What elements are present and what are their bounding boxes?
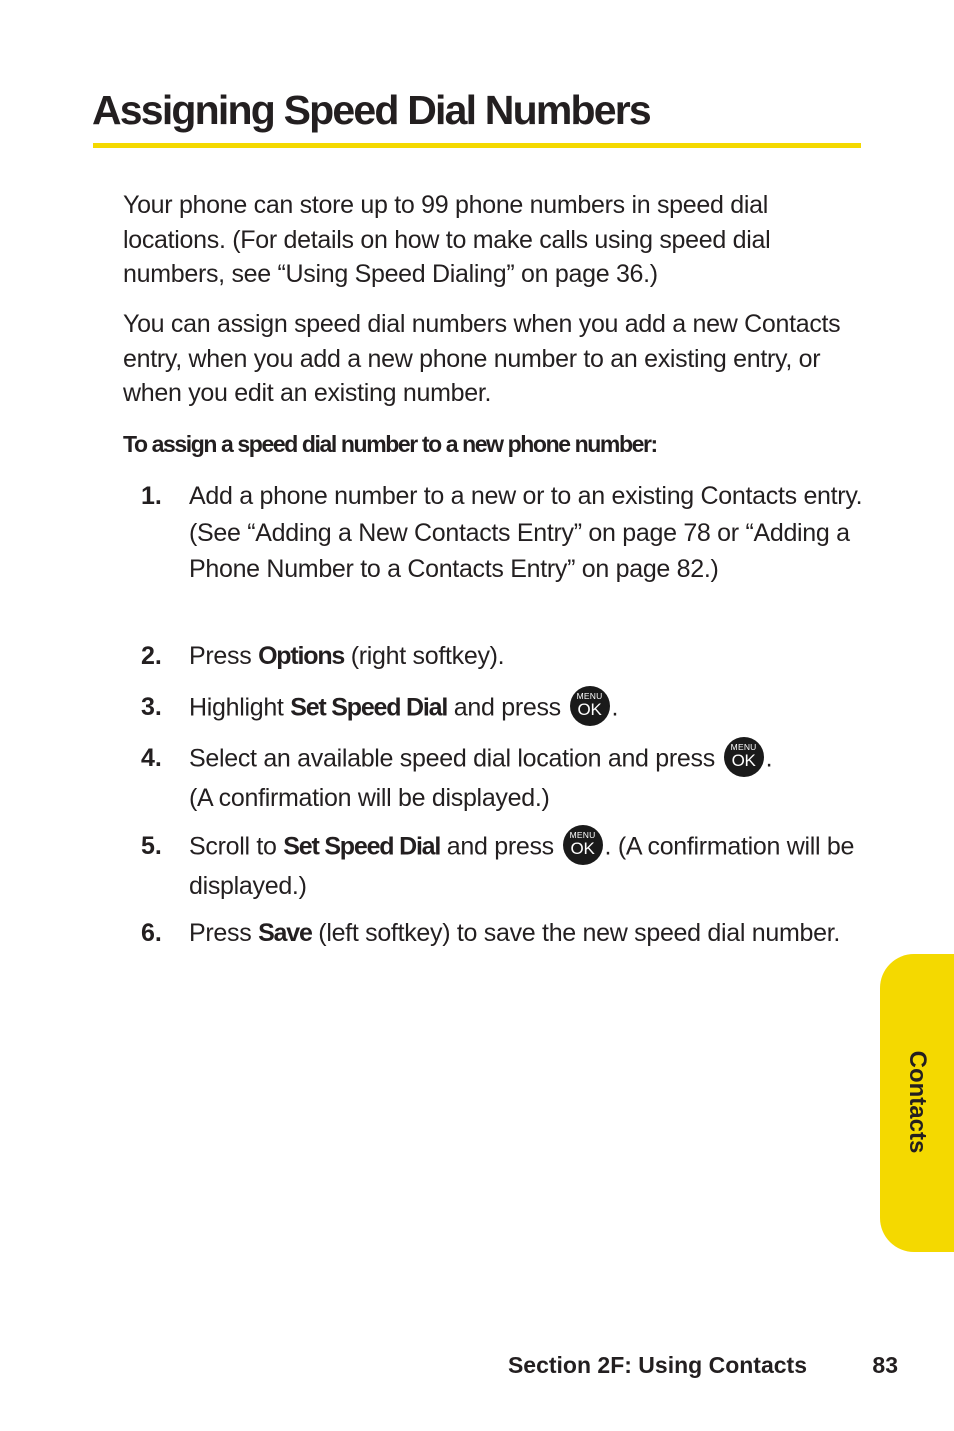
softkey-label: Save — [258, 919, 312, 947]
step-text-mid: and press — [447, 693, 568, 722]
step-text — [189, 638, 864, 675]
assign-paragraph: You can assign speed dial numbers when you add a new Contacts entry, when you add a new phone number to an existing entry, or when you edit an existing number. — [123, 310, 841, 407]
side-tab-label: Contacts — [904, 1050, 931, 1154]
step-text-post: . — [611, 693, 619, 722]
page-number: 83 — [872, 1352, 898, 1378]
title-underline — [93, 143, 861, 148]
step-text-post: . (A confirmation will be displayed.) — [189, 832, 855, 900]
step-text-pre: Press — [189, 919, 259, 947]
menu-item-label: Set Speed Dial — [283, 832, 441, 861]
step-text-pre: Highlight — [189, 693, 291, 722]
step-text — [189, 689, 864, 729]
step-number: 1. — [141, 482, 162, 510]
intro-paragraph: Your phone can store up to 99 phone numbers in speed dial locations. (For details on how to make calls using speed dial numbers, see “Using Speed Dialing” on page 36.) — [123, 191, 771, 288]
step-text — [189, 915, 864, 952]
step-number: 5. — [141, 832, 162, 860]
step-text-pre: Scroll to — [189, 832, 284, 861]
softkey-label: Options — [258, 642, 345, 670]
step-number: 4. — [141, 744, 162, 772]
step-text-pre: Press — [189, 642, 259, 670]
step-number: 3. — [141, 693, 162, 721]
step-text — [189, 828, 864, 905]
step-text: Add a phone number to a new or to an existing Contacts entry. (See “Adding a New Contacts Entry” on page 78 or “Adding a Phone Number to a Contacts Entry” on page 82.) — [189, 482, 863, 583]
menu-item-label: Set Speed Dial — [290, 693, 448, 722]
step-text-line1-end: . — [765, 744, 773, 773]
menu-ok-key-icon: MENU OK — [563, 825, 603, 865]
step-number: 6. — [141, 919, 162, 947]
step-text-post: (right softkey). — [344, 642, 505, 670]
step-text-mid: and press — [440, 832, 561, 861]
menu-ok-key-icon: MENU OK — [724, 737, 764, 777]
step-text — [189, 740, 864, 817]
procedure-heading: To assign a speed dial number to a new phone number: — [123, 431, 657, 457]
menu-ok-key-icon: MENU OK — [570, 686, 610, 726]
page-title: Assigning Speed Dial Numbers — [92, 87, 650, 133]
step-text-line1: Select an available speed dial location and press — [189, 744, 722, 773]
step-text-line2: (A confirmation will be displayed.) — [189, 784, 550, 812]
step-number: 2. — [141, 642, 162, 670]
step-text-post: (left softkey) to save the new speed dial number. — [311, 919, 841, 947]
footer-section-title: Section 2F: Using Contacts — [507, 1352, 807, 1378]
